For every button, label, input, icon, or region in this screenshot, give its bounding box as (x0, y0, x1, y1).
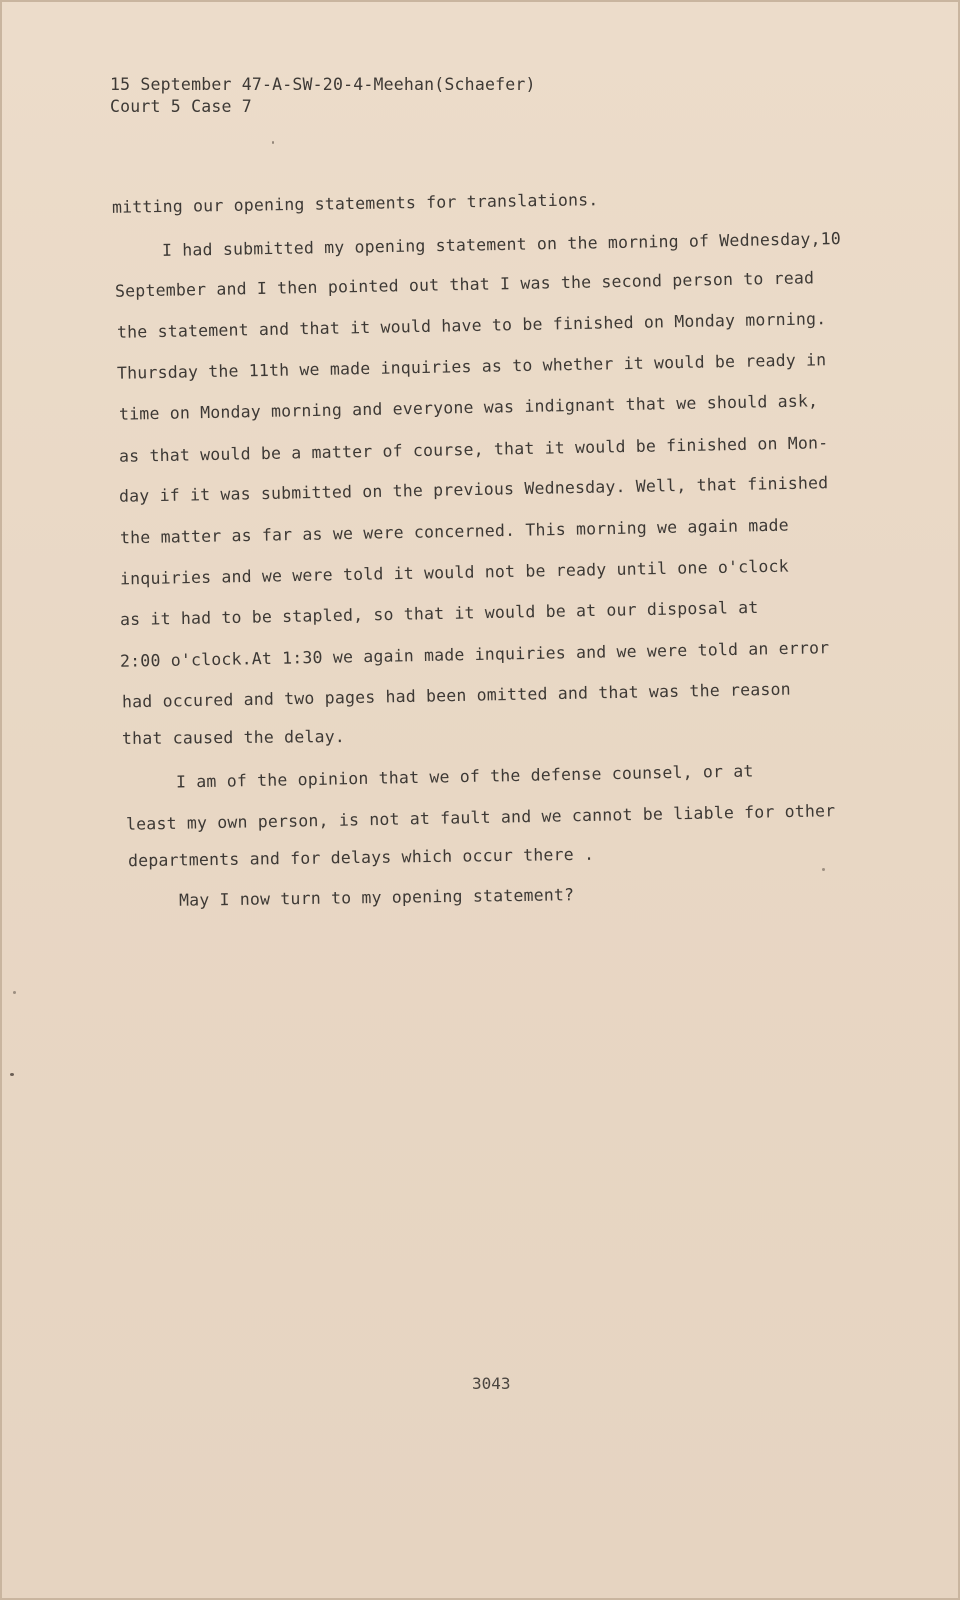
text-line: May I now turn to my opening statement? (178, 885, 575, 910)
text-line: as that would be a matter of course, that it would be finished on Mon- (118, 433, 829, 466)
header-case-reference: 15 September 47-A-SW-20-4-Meehan(Schaefer) (110, 75, 536, 94)
paper-speck (822, 868, 825, 871)
text-line: as it had to be stapled, so that it would be at our disposal at (119, 597, 759, 630)
text-line: least my own person, is not at fault and we cannot be liable for other (125, 801, 836, 834)
paper-speck (10, 1073, 14, 1076)
text-line: mitting our opening statements for translations. (111, 190, 599, 217)
text-line: Thursday the 11th we made inquiries as to whether it would be ready in (116, 350, 827, 383)
text-line: had occured and two pages had been omitted and that was the reason (121, 679, 791, 712)
paper-speck (272, 141, 274, 144)
text-line: the statement and that it would have to be finished on Monday morning. (116, 309, 827, 342)
text-line: day if it was submitted on the previous Wednesday. Well, that finished (118, 473, 829, 506)
text-line: inquiries and we were told it would not be ready until one o'clock (119, 556, 789, 589)
text-line: I had submitted my opening statement on the morning of Wednesday,10 (161, 229, 842, 260)
text-line: I am of the opinion that we of the defense counsel, or at (175, 761, 754, 792)
page-number: 3043 (472, 1374, 511, 1393)
paper-speck (13, 991, 16, 994)
text-line: time on Monday morning and everyone was indignant that we should ask, (118, 391, 819, 424)
text-line: the matter as far as we were concerned. This morning we again made (119, 515, 789, 548)
text-line: departments and for delays which occur there . (127, 844, 595, 871)
header-court-case: Court 5 Case 7 (110, 97, 252, 116)
text-line: 2:00 o'clock.At 1:30 we again made inquiries and we were told an error (119, 638, 830, 671)
text-line: September and I then pointed out that I was the second person to read (114, 268, 815, 301)
text-line: that caused the delay. (121, 727, 346, 748)
